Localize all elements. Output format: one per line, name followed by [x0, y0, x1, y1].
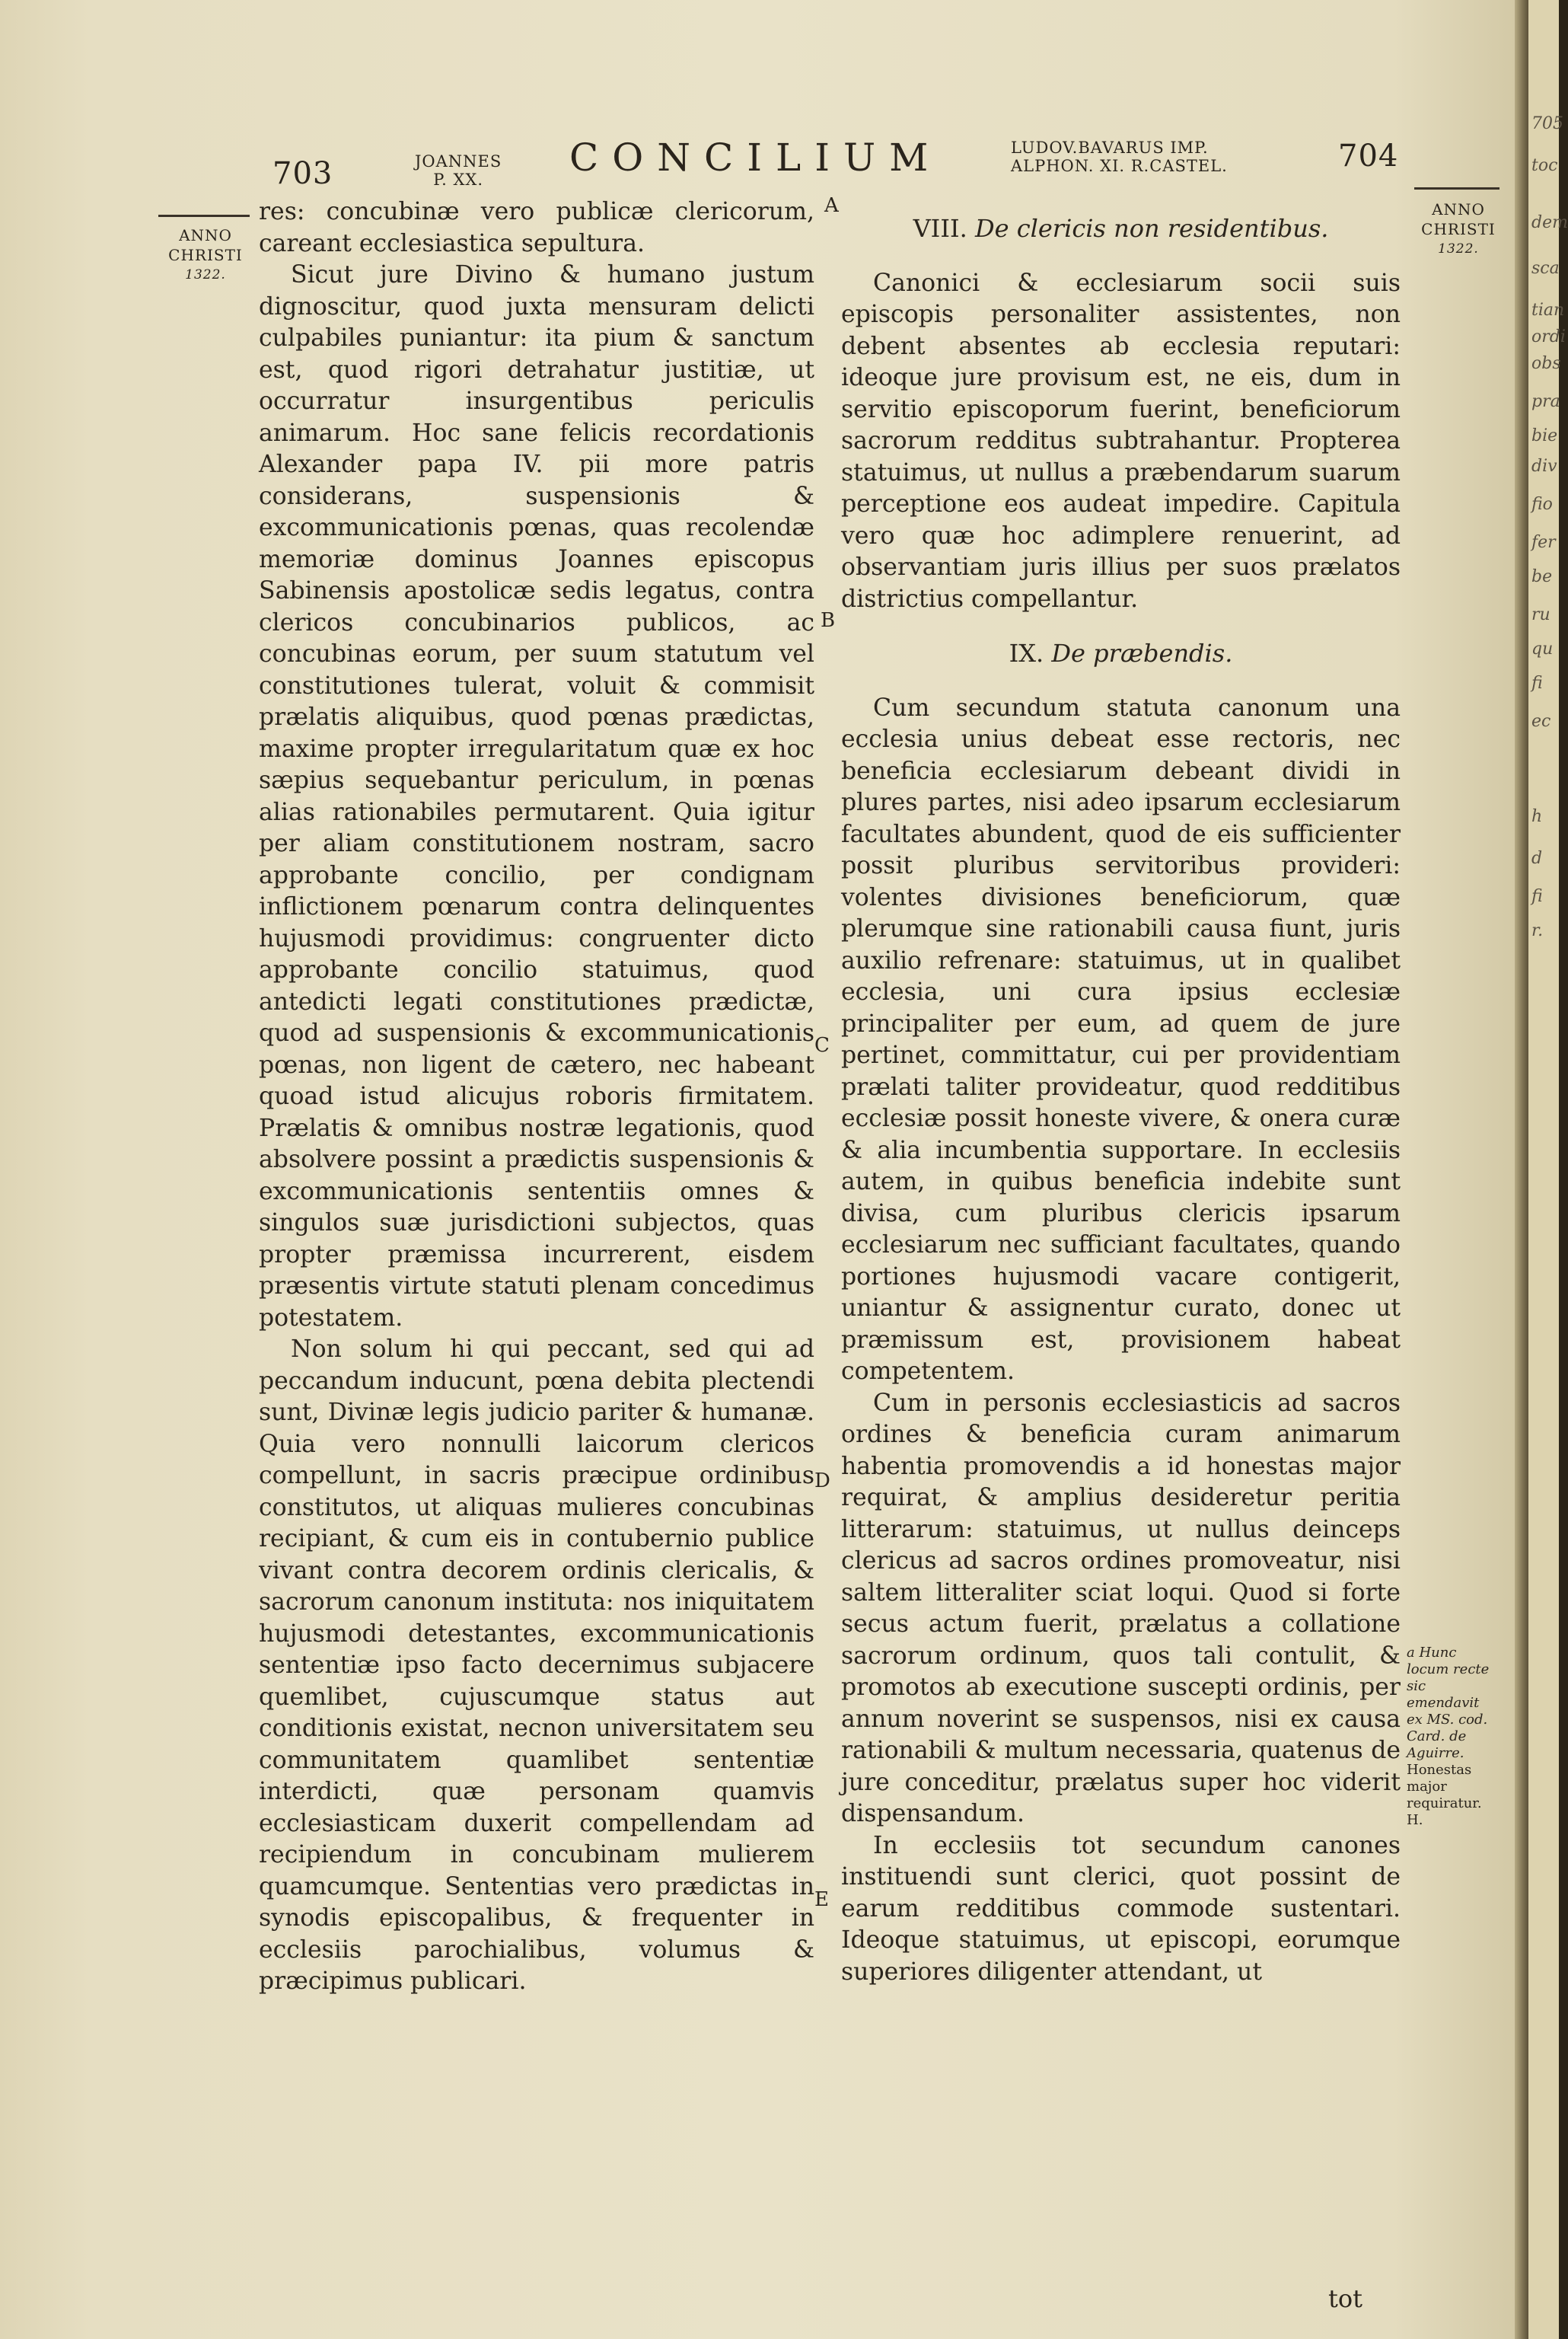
paragraph: In ecclesiis tot secundum canones instituendi sunt clerici, quot possint de earum redditibus commode sustentari. Ideoque statuimus, ut episcopi, eorumque superiores diligenter attendant, ut [841, 1831, 1401, 1986]
next-page-fragment: fi [1531, 674, 1543, 693]
next-page-fragment: ru [1531, 605, 1550, 624]
anno-label: ANNO [179, 226, 232, 244]
anno-year: 1322. [185, 267, 226, 282]
section-heading-viii [841, 213, 1401, 245]
next-page-fragment: obs [1531, 354, 1561, 373]
book-spine [1515, 0, 1528, 2339]
next-page-fragment: fer [1531, 533, 1556, 552]
header-emperor-line1: LUDOV.BAVARUS IMP. [1011, 139, 1209, 157]
left-column [259, 196, 814, 1998]
next-page-fragment: toc [1531, 156, 1558, 175]
christi-label: CHRISTI [168, 246, 243, 264]
section-number: VIII. [913, 214, 967, 243]
christi-label: CHRISTI [1421, 220, 1496, 238]
next-page-fragment: fi [1531, 887, 1543, 906]
paragraph: Sicut jure Divino & humano justum dignoscitur, quod juxta mensuram delicti culpabiles puniantur: ita pium & sanctum est, quod rigori detrahatur justitiæ, ut occurratur insurgentibus periculis animarum. Hoc sane felicis recordationis Alexander papa IV. pii more patris considerans, suspensionis & excommunicationis pœnas, quas recolendæ memoriæ dominus Joannes episcopus Sabinensis apostolicæ sedis legatus, contra clericos concubinarios publicos, ac concubinas eorum, per suum statutum vel constitutiones tulerat, voluit & commisit prælatis aliquibus, quod pœnas prædictas, maxime propter irregularitatum quæ ex hoc sæpius sequebantur periculum, in pœnas alias rationabiles permutarent. Quia igitur per aliam constitutionem nostram, sacro approbante concilio, per condignam inflictionem pœnarum contra delinquentes hujusmodi providimus: congruenter dicto approbante concilio statuimus, quod antedicti legati constitutiones prædictæ, quod ad suspensionis & excommunicationis pœnas, non ligent de cætero, nec habeant quoad istud alicujus roboris firmitatem. Prælatis & omnibus nostræ legationis, quod absolvere possint a prædictis suspensionis & excommunicationis sententiis omnes & singulos suæ jurisdictioni subjectos, quas propter præmissa incurrerent, eisdem præsentis virtute statuti plenam concedimus potestatem. [259, 261, 814, 1332]
header-pope-name: JOANNES [415, 152, 502, 171]
anno-label: ANNO [1432, 200, 1485, 219]
right-column [841, 213, 1401, 1988]
running-title: CONCILIUM [569, 136, 942, 180]
catchword: tot [1328, 2284, 1362, 2313]
header-rule-right [1414, 187, 1499, 190]
next-page-fragment: ec [1531, 712, 1551, 731]
header-emperor [1011, 139, 1228, 192]
paragraph: Non solum hi qui peccant, sed qui ad peccandum inducunt, pœna debita plectendi sunt, Divinæ legis judicio pariter & humanæ. Quia vero nonnulli laicorum clericos compellunt, in sacris præcipue ordinibus constitutos, ut aliquas mulieres concubinas recipiant, & cum eis in contubernio publice vivant contra decorem ordinis clericalis, & sacrorum canonum instituta: nos iniquitatem hujusmodi detestantes, excommunicationis sententiæ ipso facto decernimus subjacere quemlibet, cujuscumque status aut conditionis existat, necnon universitatem seu communitatem quamlibet sententiæ interdicti, quæ personam quamvis ecclesiasticam duxerit compellendam ad recipiendum in concubinam mulierem quamcumque. Sententias vero prædictas in synodis episcopalibus, & frequenter in ecclesiis parochialibus, volumus & præcipimus publicari. [259, 1335, 814, 1995]
section-title: De clericis non residentibus. [974, 214, 1329, 243]
next-page-fragment: sca [1531, 259, 1560, 278]
paragraph: Cum in personis ecclesiasticis ad sacros ordines & beneficia curam animarum habentia promovendis a id honestas major requirat, & amplius desideretur peritia litterarum: statuimus, ut nullus deinceps clericus ad sacros ordines promoveatur, nisi saltem litteraliter sciat loqui. Quod si forte secus actum fuerit, prælatus a collatione sacrorum ordinum, quos tali contulit, & promotos ab executione suscepti ordinis, per annum noverint se suspensos, nisi ex causa rationabili & multum necessaria, quatenus de jure conceditur, prælatus super hoc viderit dispensandum. [841, 1389, 1401, 1827]
next-page-fragment: 705 [1531, 114, 1563, 133]
header-emperor-line2: ALPHON. XI. R.CASTEL. [1011, 157, 1228, 175]
section-heading-ix [841, 638, 1401, 670]
margin-letter-b: B [821, 609, 836, 632]
next-page-fragment: d [1531, 849, 1543, 868]
header-rule-left [158, 215, 250, 217]
next-page-fragment: fio [1531, 495, 1553, 514]
margin-letter-a: A [824, 194, 839, 217]
section-number: IX. [1009, 639, 1044, 668]
next-page-fragment: h [1531, 807, 1543, 826]
paragraph: Canonici & ecclesiarum socii suis episcopis personaliter assistentes, non debent absentes ab ecclesia reputari: ideoque jure provisum est, ne eis, dum in servitio episcoporum fuerint, beneficiorum sacrorum redditus subtrahantur. Propterea statuimus, ut nullus a præbendarum suarum perceptione eos audeat impedire. Capitula vero quæ hoc adimplere renuerint, ad observantiam juris illius per suos prælatos districtius compellantur. [841, 269, 1401, 613]
next-page-fragment: be [1531, 567, 1553, 586]
next-page-fragment: qu [1531, 640, 1554, 659]
note-reading: Honestas major requiratur. H. [1407, 1762, 1482, 1828]
anno-christi-left [156, 225, 255, 285]
page-number-right: 704 [1338, 139, 1399, 174]
margin-letter-d: D [814, 1469, 830, 1492]
next-page-fragment: pra [1531, 392, 1560, 411]
paragraph: res: concubinæ vero publicæ clericorum, careant ecclesiastica sepultura. [259, 198, 814, 257]
next-page-fragment: div [1531, 457, 1557, 476]
margin-letter-e: E [814, 1888, 829, 1911]
next-page-fragment: ordi [1531, 327, 1566, 346]
next-page-fragment: dem [1531, 213, 1568, 232]
side-note [1407, 1645, 1498, 1829]
section-title: De præbendis. [1051, 639, 1233, 668]
header-pope-number: P. XX. [433, 171, 484, 189]
page-number-left: 703 [272, 156, 333, 191]
note-text: Hunc locum recte sic emendavit ex MS. cod. Card. de Aguirre. [1407, 1645, 1490, 1761]
paragraph: Cum secundum statuta canonum una ecclesia unius debeat esse rectoris, nec beneficia ecclesiarum debeant dividi in plures partes, nisi adeo ipsarum ecclesiarum facultates abundent, quod de eis sufficienter possit pluribus servitoribus provideri: volentes divisiones beneficiorum, quæ plerumque sine rationabili causa fiunt, juris auxilio refrenare: statuimus, ut in qualibet ecclesia, uni cura ipsius ecclesiæ principaliter per eum, ad quem de jure pertinet, committatur, cui per providentiam prælati taliter provideatur, quod redditibus ecclesiæ possit honeste vivere, & onera curæ & alia incumbentia supportare. In ecclesiis autem, in quibus beneficia indebite sunt divisa, cum pluribus clericis ipsarum ecclesiarum nec sufficiant facultates, quando portiones hujusmodi vacare contigerit, uniantur & assignentur curato, donec ut præmissum est, provisionem habeat competentem. [841, 694, 1401, 1385]
next-page-fragment: bie [1531, 426, 1558, 445]
next-page-fragment: tian [1531, 301, 1565, 320]
next-page-edge [1528, 0, 1568, 2339]
next-page-fragment: r. [1531, 921, 1544, 940]
margin-letter-c: C [814, 1034, 830, 1057]
anno-year: 1322. [1438, 241, 1479, 257]
anno-christi-right [1413, 199, 1504, 259]
note-mark: a [1407, 1645, 1415, 1661]
